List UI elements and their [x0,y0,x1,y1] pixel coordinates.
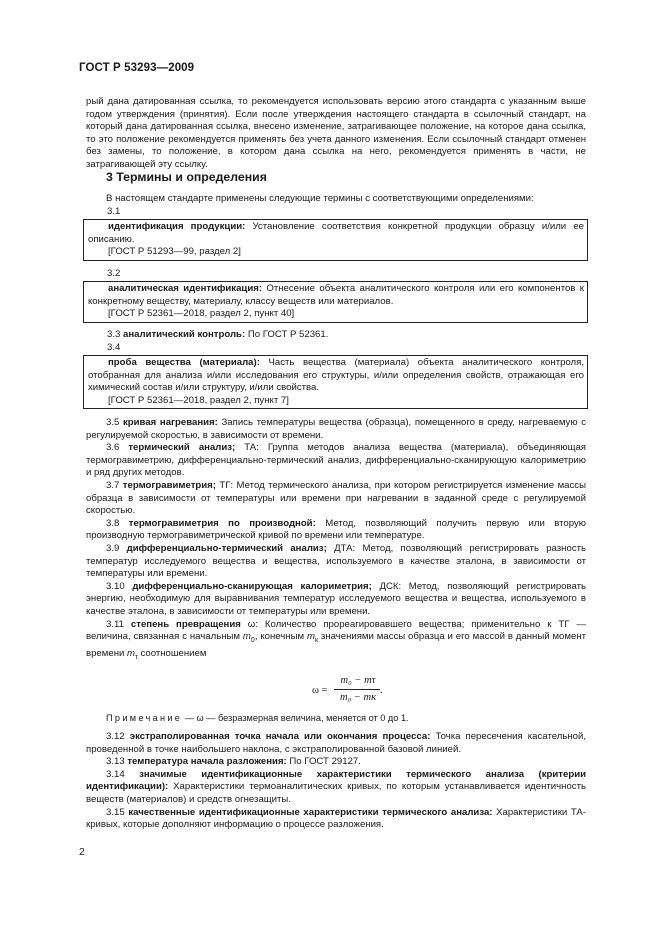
term-name: аналитическая идентификация: [108,283,263,294]
term-3-5 [86,417,586,442]
term-reference: [ГОСТ Р 52361—2018, раздел 2, пункт 40] [108,308,295,320]
term-definition: , конечным [254,631,307,643]
term-definition: Часть вещества (материала) объекта аналитического контроля, отобранная для анализа и/или исследования его структуры, и/или определения свойств, отражающая его химический состав и/или структуру, и/или свойства. [88,357,585,394]
var-m: m [306,631,315,643]
term-name: термогравиметрия по производной: [128,517,316,529]
term-3-15 [86,807,586,832]
term-reference: [ГОСТ Р 51293—99, раздел 2] [108,246,241,258]
term-name: дифференциально-сканирующая калориметрия; [132,580,372,592]
term-definition: Метод, позволяющий получить первую или вторую производную термогравиметрической кривой по времени или температуре. [86,517,586,542]
note-label: Примечание [106,713,183,723]
term-definition: Характеристики термоаналитических кривых, по которым устанавливается идентичность веществ (материалов) и средств огнезащиты. [86,781,586,805]
intro-paragraph [86,96,586,172]
term-name: температура начала разложения: [127,756,287,768]
term-box-3-4 [83,355,588,409]
formula [312,673,402,713]
term-definition: По ГОСТ Р 52361. [245,329,329,340]
subscript: 0 [250,637,255,644]
term-3-13 [86,756,586,769]
term-name: кривая нагревания: [123,417,218,428]
term-number: 3.1 [107,206,121,217]
term-definition: Характеристики ТА-кривых, которые дополняют информацию о процессе разложения. [86,806,586,831]
term-definition: Точка пересечения касательной, проведенной в точке наибольшего наклона, с экстраполированной базовой линией. [86,731,587,755]
term-3-7 [86,480,586,518]
note [86,712,586,725]
var-m: m [242,631,251,643]
term-definition: ДТА: Метод, позволяющий регистрировать разность температур исследуемого вещества и вещества, используемого в качестве эталона, в зависимости от температуры или времени. [86,542,587,580]
section-title: 3 Термины и определения [106,170,267,184]
term-definition: значениями массы образца и его массой в данный момент времени [86,631,587,659]
term-name: степень превращения [130,618,241,630]
term-number: 3.8 [106,517,120,529]
terms-list-2 [86,731,586,832]
term-3-11 [86,619,586,665]
term-definition: ТГ: Метод термического анализа, при котором регистрируется изменение массы образца в зависимости от температуры или времени при нагревании в заданной среде с регулируемой скоростью. [86,479,586,517]
term-name: проба вещества (материала): [108,357,260,368]
term-number: 3.14 [106,768,125,780]
term-number: 3.5 [106,417,120,428]
term-number: 3.12 [106,731,125,742]
standard-header: ГОСТ Р 53293—2009 [79,62,195,74]
subscript: τ [135,653,138,661]
term-name: аналитический контроль: [123,329,246,340]
term-name: значимые идентификационные характеристики термического анализа (критерии идентификации): [86,768,586,793]
term-name: идентификация продукции: [108,221,246,232]
fraction-bar [334,689,380,690]
term-3-3 [107,329,328,342]
term-definition: соотношением [137,647,207,659]
term-3-8 [86,518,586,543]
term-box-3-2 [83,281,588,323]
formula-numerator: m₀ − mτ [340,675,376,686]
term-name: дифференциально-термический анализ; [126,542,327,554]
term-definition: ТА: Группа методов анализа вещества (материала), объединяющая термогравиметрию, дифференциально-термический анализ, дифференциально-сканирующую калориметрию и ряд других методов. [86,442,586,479]
note-text: — ω — безразмерная величина, меняется от 0 до 1. [182,713,409,723]
formula-lhs: ω = [312,685,328,696]
term-number: 3.13 [106,756,125,768]
page-number: 2 [79,846,85,858]
term-definition: Установление соответствия конкретной продукции образцу и/или ее описанию. [88,221,584,245]
term-number: 3.7 [106,479,120,491]
term-name: термогравиметрия; [122,479,216,491]
term-3-10 [86,581,586,619]
terms-list [86,417,586,664]
section-lead: В настоящем стандарте применены следующие термины с соответствующими определениями: [106,193,534,204]
term-name: экстраполированная точка начала или окончания процесса: [129,731,431,742]
term-3-14 [86,769,586,807]
term-number: 3.11 [106,618,124,630]
term-definition: ДСК: Метод, позволяющий регистрировать энергию, необходимую для выравнивания температур исследуемого вещества и вещества, используемого в качестве эталона, в зависимости от температуры или времени. [86,580,586,617]
term-number: 3.4 [107,342,121,353]
subscript: к [314,637,319,644]
intro-text: рый дана датированная ссылка, то рекомендуется использовать версию этого стандарта с указанным выше годом утверждения (принятия). Если после утверждения настоящего стандарта в ссылочный стандарт, на который дана датированная ссылка, внесено изменение, затрагивающее положение, на которое дана ссылка, то это положение рекомендуется применять без учета данного изменения. Если ссылочный стандарт отменен без замены, то положение, в котором дана ссылка на него, рекомендуется применять в части, не затрагивающей эту ссылку. [86,96,586,170]
term-number: 3.3 [107,329,121,340]
term-number: 3.10 [106,580,125,592]
omega-symbol: ω: [247,618,258,630]
term-box-3-1 [83,219,588,261]
term-number: 3.2 [107,268,121,279]
term-number: 3.15 [106,806,125,818]
formula-period: . [380,685,383,696]
term-3-9 [86,543,586,581]
term-definition: По ГОСТ 29127. [286,756,361,768]
term-name: качественные идентификационные характеристики термического анализа: [128,806,493,818]
term-3-6 [86,442,586,480]
var-m: m [127,647,136,659]
term-3-12 [86,731,586,756]
term-definition: Отнесение объекта аналитического контроля или его компонентов к конкретному веществу, материалу, классу веществ или материалов. [88,283,584,307]
formula-denominator: m₀ − mк [339,692,377,703]
term-number: 3.6 [106,442,120,454]
term-name: термический анализ; [128,442,236,454]
term-reference: [ГОСТ Р 52361—2018, раздел 2, пункт 7] [108,394,289,406]
term-definition: Запись температуры вещества (образца), помещенного в среду, нагреваемую с регулируемой скоростью, в зависимости от времени. [86,417,587,441]
term-number: 3.9 [106,542,120,554]
term-definition: Количество прореагировавшего вещества; применительно к ТГ — величина, связанная с начальным [86,618,586,643]
